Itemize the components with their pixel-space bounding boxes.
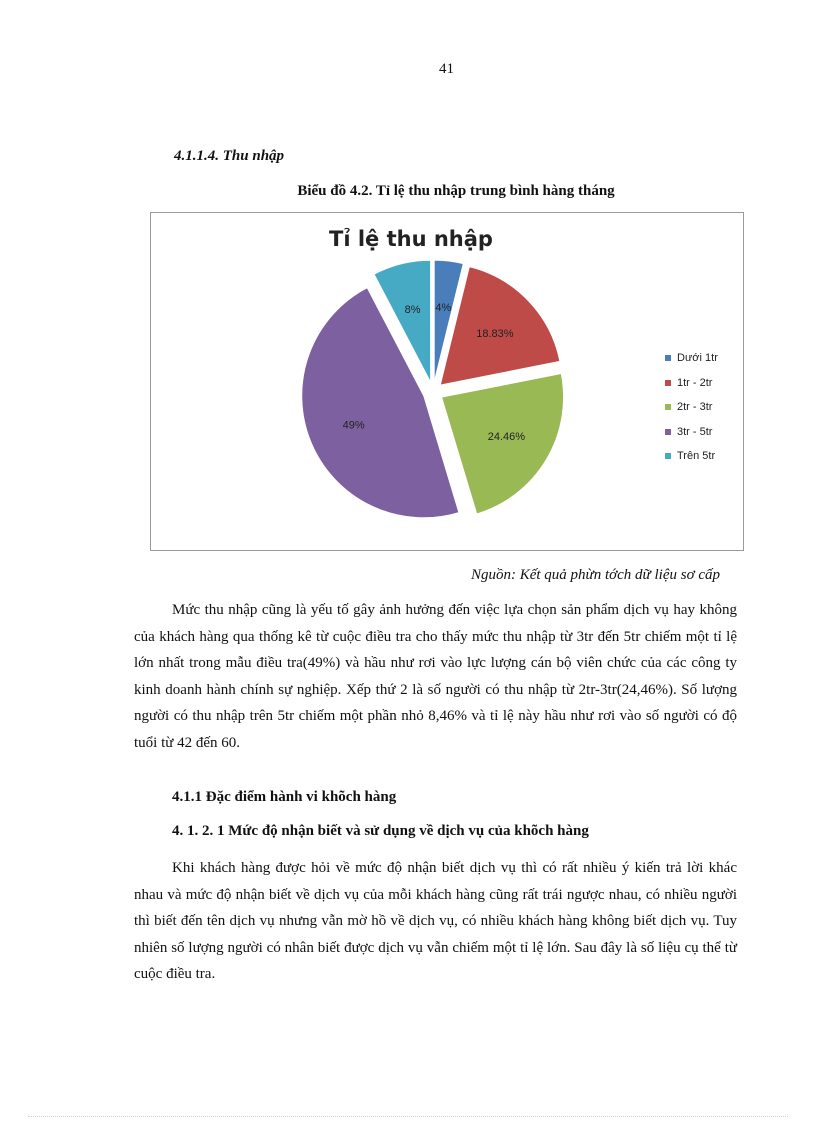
pie-chart <box>150 212 744 551</box>
pie-chart-canvas <box>151 213 743 550</box>
pie-data-label-3: 49% <box>342 419 365 432</box>
section-heading: 4.1.1.4. Thu nhập <box>174 148 285 164</box>
legend-label: Dưới 1tr <box>677 352 718 365</box>
legend-swatch <box>665 429 671 435</box>
legend-label: 2tr - 3tr <box>677 401 713 414</box>
chart-title: Tỉ lệ thu nhập <box>329 227 493 251</box>
legend-item-2 <box>665 395 718 420</box>
footer-divider <box>28 1116 788 1117</box>
heading-customer-behavior: 4.1.1 Đặc điểm hành vi khõch hàng <box>172 789 397 805</box>
legend-swatch <box>665 380 671 386</box>
pie-slice-2 <box>442 373 564 513</box>
pie-data-label-1: 18.83% <box>476 327 514 340</box>
pie-data-label-2: 24.46% <box>487 431 526 444</box>
source-note: Nguồn: Kết quả phừn tớch dữ liệu sơ cấp <box>470 567 720 583</box>
chart-legend <box>665 346 718 469</box>
heading-service-awareness: 4. 1. 2. 1 Mức độ nhận biết và sử dụng về dịch vụ của khõch hàng <box>172 823 589 839</box>
legend-swatch <box>665 453 671 459</box>
legend-item-0 <box>665 346 718 371</box>
legend-item-1 <box>665 371 718 396</box>
paragraph-income: Mức thu nhập cũng là yếu tố gây ảnh hưởng đến việc lựa chọn sản phẩm dịch vụ hay không của khách hàng qua thống kê từ cuộc điều tra cho thấy mức thu nhập từ 3tr đến 5tr chiếm một tỉ lệ lớn nhất trong mẫu điều tra(49%) và hầu như rơi vào lực lượng cán bộ viên chức của các công ty kinh doanh hành chính sự nghiệp. Xếp thứ 2 là số người có thu nhập từ 2tr-3tr(24,46%). Số lượng người có thu nhập trên 5tr chiếm một phần nhỏ 8,46% và tỉ lệ này hầu như rơi vào số người có độ tuổi từ 42 đến 60. <box>134 602 737 751</box>
page-number: 41 <box>439 61 454 77</box>
legend-swatch <box>665 355 671 361</box>
legend-label: 1tr - 2tr <box>677 376 713 389</box>
legend-label: Trên 5tr <box>677 450 716 463</box>
legend-label: 3tr - 5tr <box>677 425 713 438</box>
legend-item-4 <box>665 444 718 469</box>
pie-data-label-4: 8% <box>404 303 421 316</box>
pie-data-label-0: 4% <box>435 301 452 314</box>
figure-caption: Biểu đồ 4.2. Tỉ lệ thu nhập trung bình hàng tháng <box>297 183 615 199</box>
legend-swatch <box>665 404 671 410</box>
paragraph-awareness: Khi khách hàng được hỏi về mức độ nhận biết dịch vụ thì có rất nhiều ý kiến trả lời khác nhau và mức độ nhận biết về dịch vụ của mỗi khách hàng cũng rất trái ngược nhau, có nhiều người thì biết đến tên dịch vụ nhưng vẫn mờ hồ về dịch vụ, có nhiều khách hàng không biết dịch vụ. Tuy nhiên số lượng người có nhân biết được dịch vụ vẫn chiếm một tỉ lệ lớn. Sau đây là số liệu cụ thể từ cuộc điều tra. <box>134 860 737 982</box>
legend-item-3 <box>665 420 718 445</box>
